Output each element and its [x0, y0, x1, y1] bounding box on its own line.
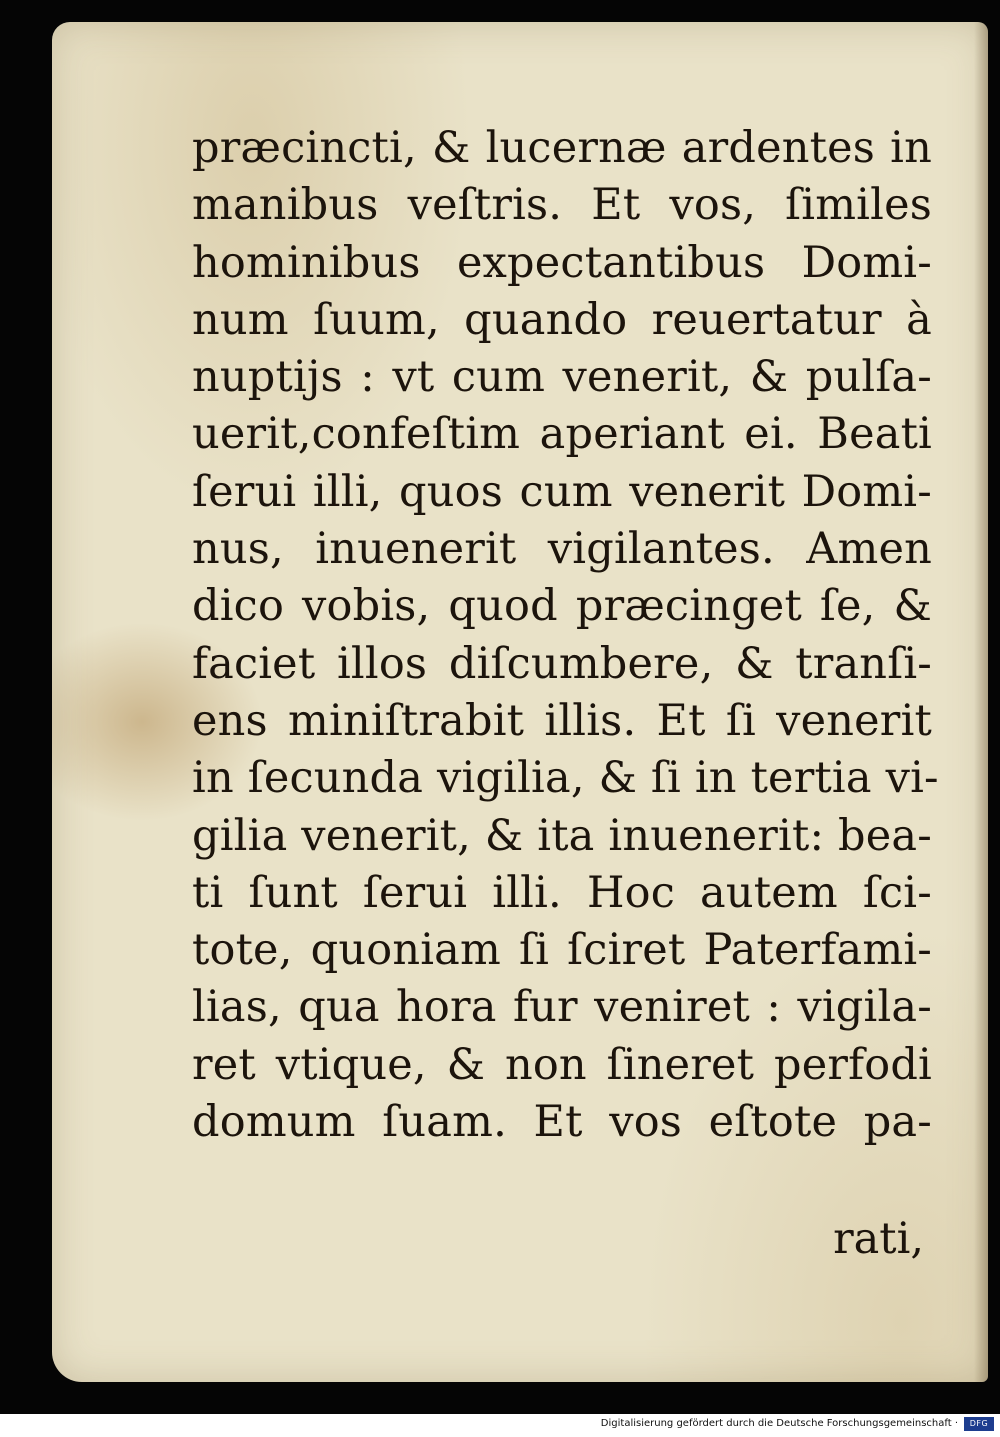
- digitization-footer: [0, 1414, 1000, 1437]
- text-line: num ſuum, quando reuertatur à: [192, 294, 932, 345]
- text-line: nuptijs : vt cum venerit, & pulſa-: [192, 352, 932, 403]
- text-line: in ſecunda vigilia, & ſi in tertia vi-: [192, 753, 939, 804]
- page-text-block: [192, 120, 939, 1151]
- book-page: [52, 22, 988, 1382]
- text-line: faciet illos diſcumbere, & tranſi-: [192, 638, 932, 689]
- text-line: uerit,confeſtim aperiant ei. Beati: [192, 409, 932, 460]
- text-line: nus, inuenerit vigilantes. Amen: [192, 524, 932, 575]
- text-line: ſerui illi, quos cum venerit Domi-: [192, 466, 932, 517]
- text-line: tote, quoniam ſi ſciret Paterfami-: [192, 925, 932, 976]
- text-line: ti ſunt ſerui illi. Hoc autem ſci-: [192, 867, 932, 918]
- page-edge-shadow: [974, 22, 988, 1382]
- text-line: dico vobis, quod præcinget ſe, &: [192, 581, 932, 632]
- text-line: ens miniſtrabit illis. Et ſi venerit: [192, 695, 932, 746]
- text-line: gilia venerit, & ita inuenerit: bea-: [192, 810, 932, 861]
- text-line: lias, qua hora fur veniret : vigila-: [192, 982, 932, 1033]
- dfg-logo: DFG: [964, 1417, 994, 1431]
- text-line: ret vtique, & non ſineret perfodi: [192, 1039, 932, 1090]
- footer-credit: Digitalisierung gefördert durch die Deutsche Forschungsgemeinschaft ·: [600, 1418, 958, 1429]
- catchword: rati,: [833, 1214, 924, 1264]
- text-line: manibus veſtris. Et vos, ſimiles: [192, 180, 932, 231]
- text-line: domum ſuam. Et vos eſtote pa-: [192, 1097, 932, 1148]
- text-line: præcincti, & lucernæ ardentes in: [192, 123, 932, 173]
- text-line: hominibus expectantibus Domi-: [192, 237, 932, 288]
